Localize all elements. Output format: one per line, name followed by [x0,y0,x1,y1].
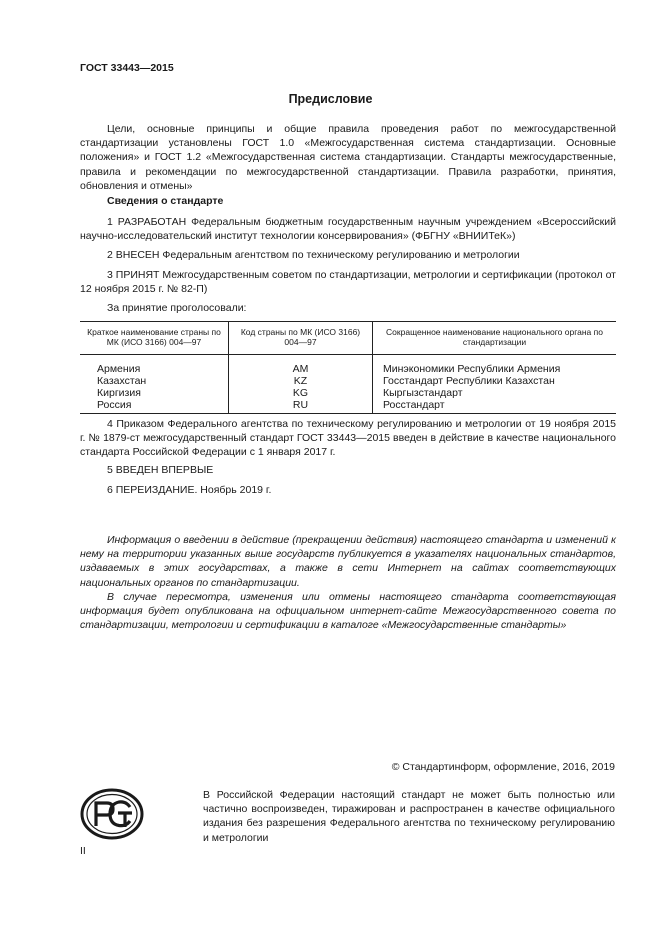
table-row [80,355,616,376]
intro-paragraph: Цели, основные принципы и общие правила проведения работ по межгосударственной стандартизации установлены ГОСТ 1.0 «Межгосударственная система стандартизации. Основные положения» и ГОСТ 1.2 «Межгосударственная система стандартизации. Стандарты межгосударственные, правила и рекомендации по межгосударственной стандартизации. Правила разработки, принятия, обновления и отмены» [80,123,616,192]
info-paragraph-1: Информация о введении в действие (прекращении действия) настоящего стандарта и изменений к нему на территории указанных выше государств публикуется в указателях национальных стандартов, издаваемых в этих государствах, а также в сети Интернет на сайтах соответствующих национальных органов по стандартизации. [80,534,616,589]
rst-logo-icon [80,788,144,840]
copyright-line: © Стандартинформ, оформление, 2016, 2019 [391,761,615,773]
standards-body: Росстандарт [373,399,617,414]
standards-body: Госстандарт Республики Казахстан [383,375,555,387]
rst-logo [80,788,144,840]
info-paragraph-2: В случае пересмотра, изменения или отмены настоящего стандарта соответствующая информация будет опубликована на официальном интернет-сайте Межгосударственного совета по стандартизации, метрологии и сертификации в каталоге «Межгосударственные стандарты» [80,591,616,632]
table-header: Сокращенное наименование национального органа по стандартизации [373,322,617,355]
voted-label: За принятие проголосовали: [107,302,247,314]
country-code: AM [229,355,373,376]
country-name: Армения [80,355,229,376]
country-code: KZ [229,375,373,387]
country-name: Россия [80,399,229,414]
standards-body: Кыргызстандарт [383,387,463,399]
country-code: RU [229,399,373,414]
table-header-row [80,322,616,355]
table-header: Краткое наименование страны по МК (ИСО 3166) 004—97 [80,322,229,355]
table-header: Код страны по МК (ИСО 3166) 004—97 [229,322,373,355]
country-name: Казахстан [80,375,229,387]
table-row [80,387,616,399]
standards-body: Минэкономики Республики Армения [383,363,561,375]
country-name: Киргизия [80,387,229,399]
item-2: 2 ВНЕСЕН Федеральным агентством по техническому регулированию и метрологии [107,249,520,261]
item-3: 3 ПРИНЯТ Межгосударственным советом по стандартизации, метрологии и сертификации (протокол от 12 ноября 2015 г. № 82-П) [80,269,616,296]
page-number: II [80,845,86,857]
item-5: 5 ВВЕДЕН ВПЕРВЫЕ [107,464,214,476]
item-1: 1 РАЗРАБОТАН Федеральным бюджетным государственным научным учреждением «Всероссийский научно-исследовательский институт технологии консервирования» (ФБГНУ «ВНИИТеК») [80,216,616,243]
reproduction-notice: В Российской Федерации настоящий стандарт не может быть полностью или частично воспроизведен, тиражирован и распространен в качестве официального издания без разрешения Федерального агентства по техническому регулированию и метрологии [203,789,615,844]
document-id: ГОСТ 33443—2015 [80,62,174,74]
item-6: 6 ПЕРЕИЗДАНИЕ. Ноябрь 2019 г. [107,484,272,496]
voting-table [80,321,616,414]
table-row [80,375,616,387]
item-4: 4 Приказом Федерального агентства по техническому регулированию и метрологии от 19 ноября 2015 г. № 1879-ст межгосударственный стандарт ГОСТ 33443—2015 введен в действие в качестве национального стандарта Российской Федерации с 1 января 2017 г. [80,418,616,459]
page-title: Предисловие [288,92,373,106]
standard-info-heading: Сведения о стандарте [107,195,224,207]
table-row [80,399,616,414]
country-code: KG [229,387,373,399]
